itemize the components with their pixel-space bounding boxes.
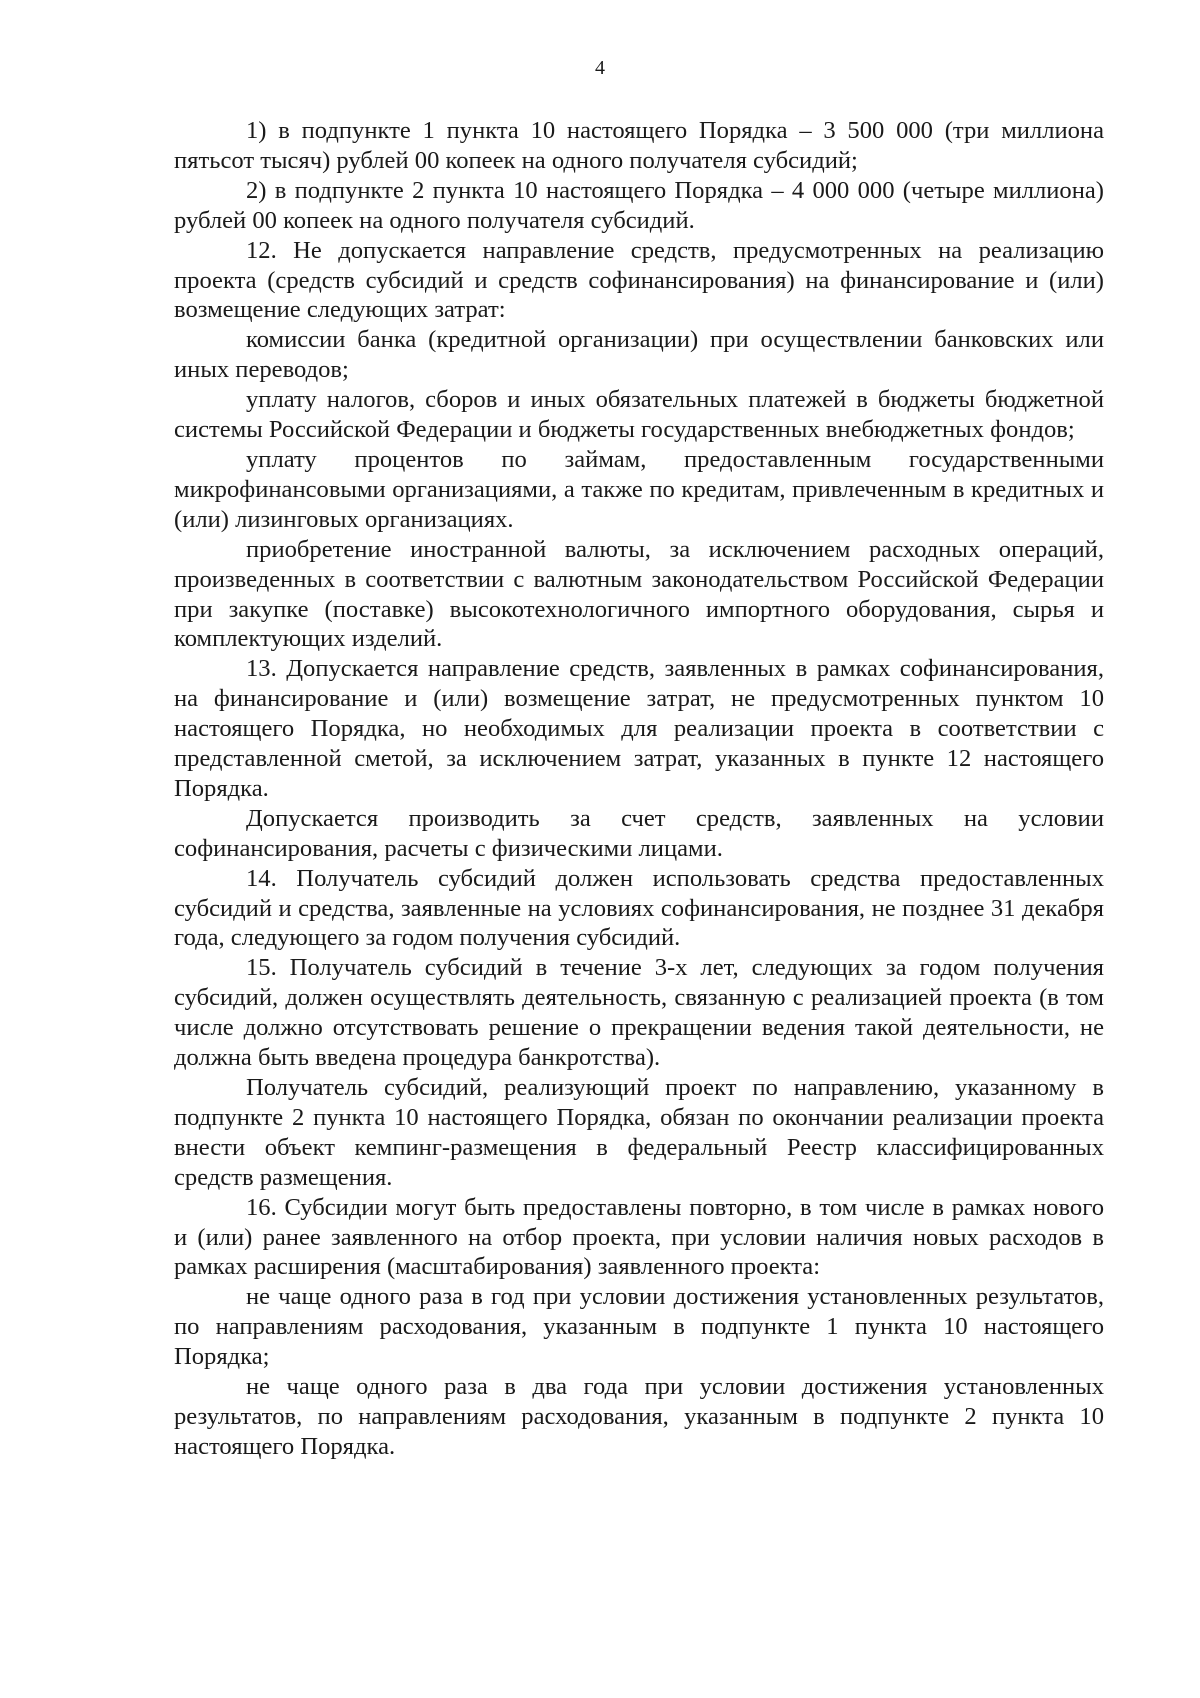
page-number: 4 [595, 57, 605, 79]
paragraph-foreign-currency: приобретение иностранной валюты, за исключением расходных операций, произведенных в соответствии с валютным законодательством Российской Федерации при закупке (поставке) высокотехнологичного импортного оборудования, сырья и комплектующих изделий. [174, 535, 1104, 653]
paragraph-once-a-year: не чаще одного раза в год при условии достижения установленных результатов, по направлениям расходования, указанным в подпункте 1 пункта 10 настоящего Порядка; [174, 1283, 1104, 1371]
document-body [174, 116, 1104, 1462]
paragraph-clause-13: 13. Допускается направление средств, заявленных в рамках софинансирования, на финансирование и (или) возмещение затрат, не предусмотренных пунктом 10 настоящего Порядка, но необходимых для реализации проекта в соответствии с представленной сметой, за исключением затрат, указанных в пункте 12 настоящего Порядка. [174, 655, 1104, 802]
paragraph-clause-15: 15. Получатель субсидий в течение 3-х лет, следующих за годом получения субсидий, должен осуществлять деятельность, связанную с реализацией проекта (в том числе должно отсутствовать решение о прекращении ведения такой деятельности, не должна быть введена процедура банкротства). [174, 954, 1104, 1072]
paragraph-interest: уплату процентов по займам, предоставленным государственными микрофинансовыми организациями, а также по кредитам, привлеченным в кредитных и (или) лизинговых организациях. [174, 445, 1104, 533]
paragraph-individuals: Допускается производить за счет средств, заявленных на условии софинансирования, расчеты с физическими лицами. [174, 804, 1104, 862]
paragraph-once-in-two-years: не чаще одного раза в два года при условии достижения установленных результатов, по направлениям расходования, указанным в подпункте 2 пункта 10 настоящего Порядка. [174, 1373, 1104, 1460]
paragraph-taxes: уплату налогов, сборов и иных обязательных платежей в бюджеты бюджетной системы Российской Федерации и бюджеты государственных внебюджетных фондов; [174, 386, 1104, 444]
paragraph-clause-12: 12. Не допускается направление средств, предусмотренных на реализацию проекта (средств субсидий и средств софинансирования) на финансирование и (или) возмещение следующих затрат: [174, 236, 1104, 324]
paragraph-clause-16: 16. Субсидии могут быть предоставлены повторно, в том числе в рамках нового и (или) ранее заявленного на отбор проекта, при условии наличия новых расходов в рамках расширения (масштабирования) заявленного проекта: [174, 1193, 1104, 1281]
paragraph-bank-fees: комиссии банка (кредитной организации) при осуществлении банковских или иных переводов; [174, 326, 1104, 384]
paragraph-clause-14: 14. Получатель субсидий должен использовать средства предоставленных субсидий и средства, заявленные на условиях софинансирования, не позднее 31 декабря года, следующего за годом получения субсидий. [174, 864, 1104, 952]
paragraph-camping-registry: Получатель субсидий, реализующий проект по направлению, указанному в подпункте 2 пункта 10 настоящего Порядка, обязан по окончании реализации проекта внести объект кемпинг-размещения в федеральный Реестр классифицированных средств размещения. [174, 1074, 1104, 1191]
paragraph-item-2: 2) в подпункте 2 пункта 10 настоящего Порядка – 4 000 000 (четыре миллиона) рублей 00 копеек на одного получателя субсидий. [174, 176, 1104, 234]
paragraph-item-1: 1) в подпункте 1 пункта 10 настоящего Порядка – 3 500 000 (три миллиона пятьсот тысяч) рублей 00 копеек на одного получателя субсидий; [174, 117, 1104, 174]
